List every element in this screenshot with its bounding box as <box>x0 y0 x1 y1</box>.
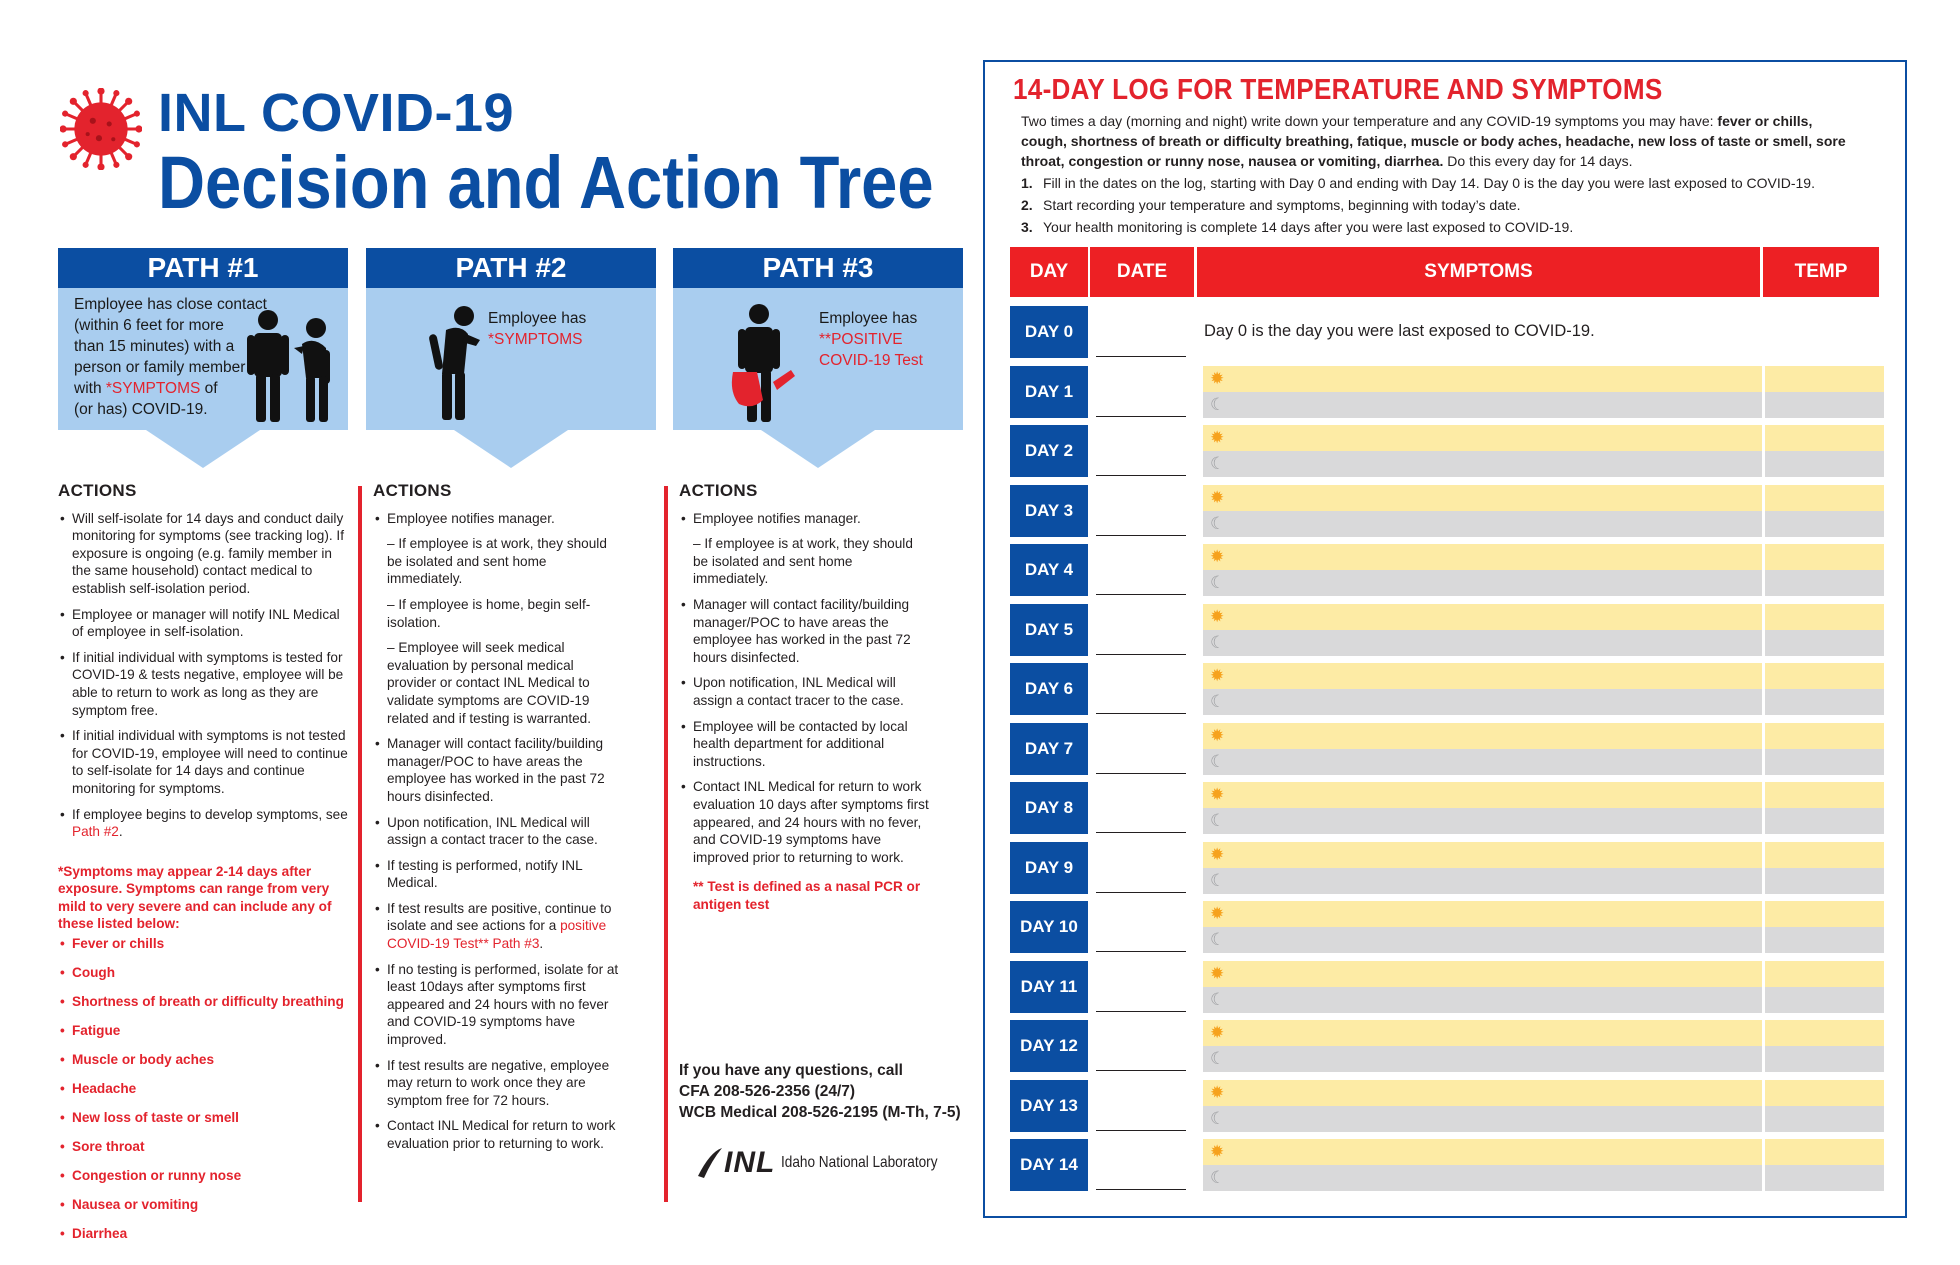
moon-icon: ☾ <box>1210 1049 1226 1068</box>
morning-entry-row[interactable] <box>1203 485 1884 511</box>
list-item: • Employee notifies manager. <box>387 510 623 528</box>
moon-icon: ☾ <box>1210 871 1226 890</box>
moon-icon: ☾ <box>1210 930 1226 949</box>
symptom-item: • Nausea or vomiting <box>72 1194 348 1215</box>
night-entry-row[interactable] <box>1203 1046 1884 1072</box>
path-1-heading: PATH #1 <box>58 248 348 288</box>
morning-entry-row[interactable] <box>1203 901 1884 927</box>
wcb-phone[interactable]: WCB Medical 208-526-2195 (M-Th, 7-5) <box>679 1104 961 1121</box>
day-label: DAY 9 <box>1010 842 1088 894</box>
sun-icon: ✹ <box>1210 488 1225 507</box>
list-item: – If employee is at work, they should be isolated and sent home immediately. <box>387 536 607 587</box>
night-entry-row[interactable] <box>1203 749 1884 775</box>
actions-heading: ACTIONS <box>679 481 758 500</box>
date-entry-line[interactable] <box>1096 416 1186 417</box>
night-entry-row[interactable] <box>1203 570 1884 596</box>
sun-icon: ✹ <box>1210 904 1225 923</box>
log-title: 14-DAY LOG FOR TEMPERATURE AND SYMPTOMS <box>1013 74 1663 106</box>
actions-column-1 <box>58 482 348 1252</box>
day-label: DAY 14 <box>1010 1139 1088 1191</box>
morning-entry-row[interactable] <box>1203 961 1884 987</box>
moon-icon: ☾ <box>1210 454 1226 473</box>
log-steps <box>1021 172 1881 238</box>
night-entry-row[interactable] <box>1203 689 1884 715</box>
list-item: 3. Your health monitoring is complete 14 days after you were last exposed to COVID-19. <box>1021 219 1574 235</box>
sun-icon: ✹ <box>1210 845 1225 864</box>
list-item: – If employee is at work, they should be isolated and sent home immediately. <box>693 536 913 587</box>
close-contact-people-icon <box>242 308 342 426</box>
morning-entry-row[interactable] <box>1203 366 1884 392</box>
list-item: • If initial individual with symptoms is not tested for COVID-19, employee will need to continue to self-isolate for 14 days and continue monitoring for symptoms. <box>72 727 348 797</box>
log-intro: Two times a day (morning and night) write down your temperature and any COVID-19 symptoms you may have: fever or chills, cough, shortness of breath or difficulty breathing, fatique, muscle or body aches, headache, new loss of taste or smell, sore throat, congestion or runny nose, nausea or vomiting, diarrhea. Do this every day for 14 days. <box>1021 113 1846 169</box>
morning-entry-row[interactable] <box>1203 782 1884 808</box>
day-label: DAY 5 <box>1010 604 1088 656</box>
list-item: • Manager will contact facility/building manager/POC to have areas the employee has worked in the past 72 hours disinfected. <box>693 596 929 666</box>
temp-column-separator <box>1762 366 1765 418</box>
list-item: • Manager will contact facility/building manager/POC to have areas the employee has worked in the past 72 hours disinfected. <box>387 735 623 805</box>
date-entry-line[interactable] <box>1096 1130 1186 1131</box>
temp-column-separator <box>1762 842 1765 894</box>
actions-heading: ACTIONS <box>58 481 137 500</box>
date-entry-line[interactable] <box>1096 951 1186 952</box>
inl-logo-text: Idaho National Laboratory <box>781 1154 938 1171</box>
path-2-description: Employee has *SYMPTOMS <box>488 310 587 348</box>
date-entry-line[interactable] <box>1096 832 1186 833</box>
night-entry-row[interactable] <box>1203 1165 1884 1191</box>
date-entry-line[interactable] <box>1096 535 1186 536</box>
temp-column-separator <box>1762 485 1765 537</box>
morning-entry-row[interactable] <box>1203 1020 1884 1046</box>
date-entry-line[interactable] <box>1096 1189 1186 1190</box>
list-item: • Employee or manager will notify INL Medical of employee in self-isolation. <box>72 606 348 641</box>
moon-icon: ☾ <box>1210 752 1226 771</box>
sun-icon: ✹ <box>1210 1083 1225 1102</box>
morning-entry-row[interactable] <box>1203 842 1884 868</box>
date-entry-line[interactable] <box>1096 1070 1186 1071</box>
column-header-symptoms: SYMPTOMS <box>1197 247 1760 297</box>
temp-column-separator <box>1762 723 1765 775</box>
column-divider <box>358 486 362 1202</box>
temp-column-separator <box>1762 544 1765 596</box>
day-label: DAY 7 <box>1010 723 1088 775</box>
symptom-item: • Muscle or body aches <box>72 1049 348 1070</box>
date-entry-line[interactable] <box>1096 594 1186 595</box>
symptom-item: • Shortness of breath or difficulty breathing <box>72 991 348 1012</box>
moon-icon: ☾ <box>1210 573 1226 592</box>
list-item: • Contact INL Medical for return to work evaluation prior to returning to work. <box>387 1117 623 1152</box>
moon-icon: ☾ <box>1210 811 1226 830</box>
sun-icon: ✹ <box>1210 547 1225 566</box>
night-entry-row[interactable] <box>1203 511 1884 537</box>
symptom-note: *Symptoms may appear 2-14 days after exposure. Symptoms can range from very mild to very severe and can include any of these listed below: <box>58 863 332 932</box>
sun-icon: ✹ <box>1210 607 1225 626</box>
list-item: – If employee is home, begin self-isolation. <box>387 596 591 630</box>
path-3-card <box>673 248 963 468</box>
day-label: DAY 0 <box>1010 306 1088 358</box>
date-entry-line[interactable] <box>1096 713 1186 714</box>
date-entry-line[interactable] <box>1096 773 1186 774</box>
sun-icon: ✹ <box>1210 666 1225 685</box>
page-title-line1: INL COVID-19 <box>158 83 515 143</box>
column-header-temp: TEMP <box>1763 247 1879 297</box>
date-entry-line[interactable] <box>1096 356 1186 357</box>
test-kit-person-icon <box>729 302 801 426</box>
list-item: • If initial individual with symptoms is tested for COVID-19 & tests negative, employee will be able to return to work as long as they are symptom free. <box>72 649 348 719</box>
temp-column-separator <box>1762 901 1765 953</box>
path-2-heading: PATH #2 <box>366 248 656 288</box>
path-3-heading: PATH #3 <box>673 248 963 288</box>
column-header-date: DATE <box>1090 247 1194 297</box>
day-0-note: Day 0 is the day you were last exposed to COVID-19. <box>1204 322 1595 340</box>
moon-icon: ☾ <box>1210 633 1226 652</box>
night-entry-row[interactable] <box>1203 927 1884 953</box>
date-entry-line[interactable] <box>1096 654 1186 655</box>
day-label: DAY 13 <box>1010 1080 1088 1132</box>
actions-column-3 <box>679 482 929 913</box>
temp-column-separator <box>1762 1080 1765 1132</box>
night-entry-row[interactable] <box>1203 1106 1884 1132</box>
temp-column-separator <box>1762 604 1765 656</box>
temp-column-separator <box>1762 663 1765 715</box>
day-label: DAY 10 <box>1010 901 1088 953</box>
day-label: DAY 6 <box>1010 663 1088 715</box>
day-label: DAY 4 <box>1010 544 1088 596</box>
date-entry-line[interactable] <box>1096 1011 1186 1012</box>
temp-column-separator <box>1762 782 1765 834</box>
sun-icon: ✹ <box>1210 1023 1225 1042</box>
morning-entry-row[interactable] <box>1203 1080 1884 1106</box>
path-3-link[interactable]: positive COVID-19 Test** Path #3 <box>387 918 607 952</box>
sun-icon: ✹ <box>1210 1142 1225 1161</box>
moon-icon: ☾ <box>1210 1168 1226 1187</box>
morning-entry-row[interactable] <box>1203 604 1884 630</box>
morning-entry-row[interactable] <box>1203 663 1884 689</box>
morning-entry-row[interactable] <box>1203 544 1884 570</box>
night-entry-row[interactable] <box>1203 451 1884 477</box>
list-item: • If employee begins to develop symptoms, see Path #2. <box>72 806 348 841</box>
list-item: • If testing is performed, notify INL Medical. <box>387 857 623 892</box>
moon-icon: ☾ <box>1210 1109 1226 1128</box>
temp-column-separator <box>1762 961 1765 1013</box>
virus-icon <box>60 88 142 170</box>
moon-icon: ☾ <box>1210 990 1226 1009</box>
temp-column-separator <box>1762 425 1765 477</box>
sun-icon: ✹ <box>1210 964 1225 983</box>
list-item: • Contact INL Medical for return to work evaluation 10 days after symptoms first appeared, and 24 hours with no fever, and COVID-19 symptoms have improved prior to returning to work. <box>693 778 929 866</box>
sun-icon: ✹ <box>1210 369 1225 388</box>
inl-swoosh-icon <box>696 1146 724 1180</box>
list-item: • If no testing is performed, isolate for at least 10days after symptoms first appeared and 24 hours with no fever and COVID-19 symptoms have improved. <box>387 961 623 1049</box>
contact-info: If you have any questions, call CFA 208-526-2356 (24/7) WCB Medical 208-526-2195 (M-Th, 7-5) <box>679 1060 969 1123</box>
day-label: DAY 2 <box>1010 425 1088 477</box>
test-note: ** Test is defined as a nasal PCR or antigen test <box>693 879 921 912</box>
list-item: – Employee will seek medical evaluation by personal medical provider or contact INL Medical to validate symptoms are COVID-19 related and if testing is warranted. <box>387 640 592 726</box>
morning-entry-row[interactable] <box>1203 723 1884 749</box>
day-label: DAY 12 <box>1010 1020 1088 1072</box>
list-item: • If test results are positive, continue to isolate and see actions for a positive COVID-19 Test** Path #3. <box>387 900 623 953</box>
list-item: • Upon notification, INL Medical will assign a contact tracer to the case. <box>387 814 623 849</box>
moon-icon: ☾ <box>1210 692 1226 711</box>
path-2-link[interactable]: Path #2 <box>72 824 119 840</box>
symptom-item: • Fever or chills <box>72 933 348 954</box>
symptom-item: • Congestion or runny nose <box>72 1165 348 1186</box>
night-entry-row[interactable] <box>1203 392 1884 418</box>
night-entry-row[interactable] <box>1203 868 1884 894</box>
path-1-card <box>58 248 348 468</box>
temp-column-separator <box>1762 1020 1765 1072</box>
column-divider <box>664 486 668 1202</box>
list-item: • Employee will be contacted by local health department for additional instructions. <box>693 718 929 771</box>
moon-icon: ☾ <box>1210 514 1226 533</box>
symptom-item: • Fatigue <box>72 1020 348 1041</box>
page-title-line2: Decision and Action Tree <box>158 141 934 224</box>
path-3-description: Employee has **POSITIVE COVID-19 Test <box>819 310 923 369</box>
day-label: DAY 11 <box>1010 961 1088 1013</box>
temp-column-separator <box>1762 1139 1765 1191</box>
date-entry-line[interactable] <box>1096 475 1186 476</box>
cfa-phone[interactable]: CFA 208-526-2356 (24/7) <box>679 1083 856 1100</box>
day-label: DAY 8 <box>1010 782 1088 834</box>
list-item: • Employee notifies manager. <box>693 510 929 528</box>
actions-heading: ACTIONS <box>373 481 452 500</box>
list-item: • Will self-isolate for 14 days and conduct daily monitoring for symptoms (see tracking log). If exposure is ongoing (e.g. family member in the same household) contact medical to establish self-isolation period. <box>72 510 348 598</box>
inl-logo <box>696 1146 965 1180</box>
actions-column-2 <box>373 482 623 1161</box>
path-1-description: Employee has close contact (within 6 feet for more than 15 minutes) with a person or family member with *SYMPTOMS of (or has) COVID-19. <box>74 296 267 418</box>
morning-entry-row[interactable] <box>1203 1139 1884 1165</box>
day-label: DAY 1 <box>1010 366 1088 418</box>
day-label: DAY 3 <box>1010 485 1088 537</box>
inl-logo-mark: INL <box>724 1146 776 1179</box>
column-header-day: DAY <box>1010 247 1088 297</box>
path-2-card <box>366 248 656 468</box>
moon-icon: ☾ <box>1210 395 1226 414</box>
symptom-item: • Sore throat <box>72 1136 348 1157</box>
morning-entry-row[interactable] <box>1203 425 1884 451</box>
list-item: • If test results are negative, employee may return to work once they are symptom free for 72 hours. <box>387 1057 623 1110</box>
night-entry-row[interactable] <box>1203 808 1884 834</box>
sick-person-icon <box>424 304 494 424</box>
sun-icon: ✹ <box>1210 785 1225 804</box>
symptom-item: • Diarrhea <box>72 1223 348 1244</box>
sun-icon: ✹ <box>1210 428 1225 447</box>
night-entry-row[interactable] <box>1203 630 1884 656</box>
symptom-item: • Cough <box>72 962 348 983</box>
symptom-item: • Headache <box>72 1078 348 1099</box>
symptom-item: • New loss of taste or smell <box>72 1107 348 1128</box>
night-entry-row[interactable] <box>1203 987 1884 1013</box>
list-item: 1. Fill in the dates on the log, starting with Day 0 and ending with Day 14. Day 0 is the day you were last exposed to COVID-19. <box>1021 175 1815 191</box>
symptom-list <box>58 933 348 1244</box>
sun-icon: ✹ <box>1210 726 1225 745</box>
list-item: • Upon notification, INL Medical will assign a contact tracer to the case. <box>693 674 929 709</box>
list-item: 2. Start recording your temperature and symptoms, beginning with today’s date. <box>1021 197 1521 213</box>
date-entry-line[interactable] <box>1096 892 1186 893</box>
